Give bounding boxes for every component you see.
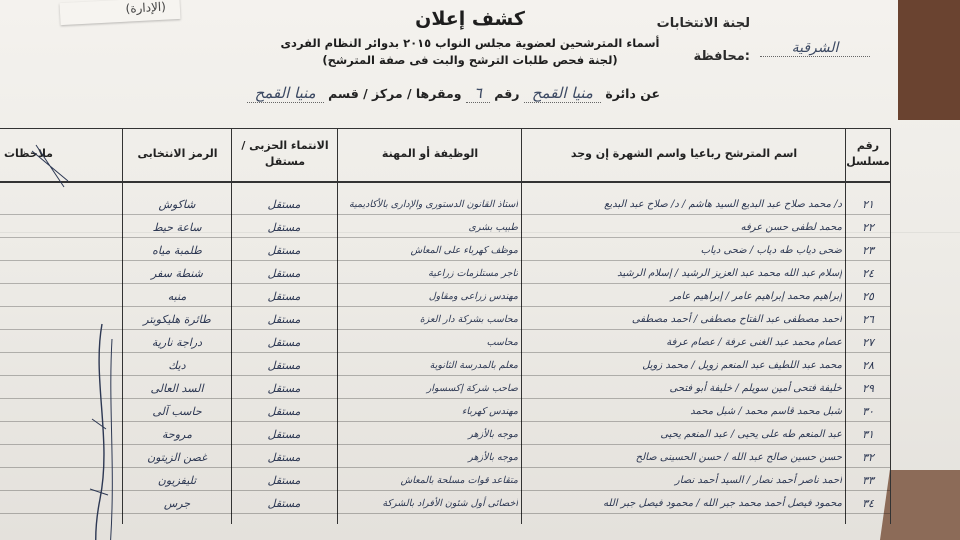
- cell-job: تاجر مستلزمات زراعية: [428, 268, 518, 279]
- cell-affiliation: مستقل: [267, 497, 301, 510]
- cell-serial: ٢٨: [862, 359, 874, 372]
- cell-serial: ٣٢: [862, 451, 874, 464]
- cell-serial: ٣٣: [862, 474, 874, 487]
- cell-symbol: طائرة هليكوبتر: [143, 313, 211, 326]
- cell-name: شبل محمد قاسم محمد / شبل محمد: [690, 406, 842, 417]
- cell-affiliation: مستقل: [267, 290, 301, 303]
- overlapping-paper-corner: [60, 0, 181, 25]
- background-surface-bottom: [880, 470, 960, 540]
- corner-text: (الإدارة): [125, 0, 167, 16]
- cell-serial: ٣١: [862, 428, 874, 441]
- cell-job: متقاعد قوات مسلحة بالمعاش: [400, 475, 518, 486]
- cell-serial: ٢٥: [862, 290, 874, 303]
- cell-name: أحمد مصطفى عبد الفتاح مصطفى / أحمد مصطفى: [631, 314, 842, 325]
- district-line: [247, 84, 660, 102]
- cell-symbol: حاسب آلى: [152, 405, 202, 418]
- cell-name: محمد لطفى حسن عرفه: [740, 222, 842, 233]
- cell-name: أحمد ناصر أحمد نصار / السيد أحمد نصار: [674, 475, 842, 486]
- table-row: [0, 196, 890, 215]
- page-subtitle: أسماء المترشحين لعضوية مجلس النواب ٢٠١٥ بدوائر النظام الفردى: [280, 36, 660, 50]
- committee-label: لجنة الانتخابات: [656, 16, 750, 31]
- cell-symbol: غصن الزيتون: [147, 451, 207, 464]
- cell-job: مهندس زراعى ومقاول: [428, 291, 518, 302]
- table-row: [0, 380, 890, 399]
- cell-serial: ٢٩: [862, 382, 874, 395]
- governorate-label: محافظة:: [693, 49, 750, 64]
- cell-serial: ٢٢: [862, 221, 874, 234]
- cell-job: طبيب بشرى: [468, 222, 518, 233]
- table-row: [0, 311, 890, 330]
- number-label: رقم: [494, 86, 520, 101]
- cell-serial: ٢٤: [862, 267, 874, 280]
- cell-job: موجه بالأزهر: [468, 452, 518, 463]
- cell-name: حسن حسين صالح عبد الله / حسن الحسينى صالح: [635, 452, 842, 463]
- number-value: ٦: [466, 84, 490, 103]
- table-row: [0, 265, 890, 284]
- cell-affiliation: مستقل: [267, 359, 301, 372]
- cell-affiliation: مستقل: [267, 405, 301, 418]
- cell-name: د/ محمد صلاح عبد البديع السيد هاشم / د/ صلاح عبد البديع: [604, 199, 842, 210]
- hq-value: منيا القمح: [247, 84, 324, 103]
- cell-serial: ٢٦: [862, 313, 874, 326]
- cell-affiliation: مستقل: [267, 198, 301, 211]
- header-symbol: الرمز الانتخابى: [137, 147, 218, 161]
- hq-label: ومقرها / مركز / قسم: [328, 86, 462, 101]
- cell-name: إبراهيم محمد إبراهيم عامر / إبراهيم عامر: [670, 291, 842, 302]
- table-row: [0, 449, 890, 468]
- cell-job: محاسب بشركة دار العزة: [419, 314, 518, 325]
- cell-job: أخصائى أول شئون الأفراد بالشركة: [382, 498, 518, 509]
- cell-serial: ٢١: [862, 198, 874, 211]
- cell-serial: ٣٤: [862, 497, 874, 510]
- cell-name: خليفة فتحى أمين سويلم / خليفة أبو فتحى: [669, 383, 842, 394]
- cell-name: إسلام عبد الله محمد عبد العزيز الرشيد / إسلام الرشيد: [617, 268, 842, 279]
- cell-name: محمد عبد اللطيف عبد المنعم زويل / محمد زويل: [642, 360, 842, 371]
- table-row: [0, 288, 890, 307]
- cell-affiliation: مستقل: [267, 428, 301, 441]
- cell-symbol: شنطة سفر: [151, 267, 203, 280]
- cell-serial: ٢٣: [862, 244, 874, 257]
- cell-job: موظف كهرباء على المعاش: [410, 245, 518, 256]
- cell-affiliation: مستقل: [267, 313, 301, 326]
- cell-serial: ٢٧: [862, 336, 874, 349]
- notes-header-scribble: [30, 141, 70, 191]
- table-row: [0, 219, 890, 238]
- page-note: (لجنة فحص طلبات الترشح والبت فى صفة المترشح): [322, 53, 618, 67]
- header-notes-label: ملاحظات: [4, 147, 53, 161]
- cell-affiliation: مستقل: [267, 221, 301, 234]
- table-row: [0, 357, 890, 376]
- table-row: [0, 472, 890, 491]
- cell-job: أستاذ القانون الدستورى والإدارى بالأكاديمية: [349, 199, 518, 210]
- handwritten-notes-mark: [82, 319, 122, 540]
- header-underline: [0, 181, 890, 183]
- header-job: الوظيفة أو المهنة: [381, 147, 479, 161]
- cell-name: محمود فيصل أحمد محمد جبر الله / محمود فيصل جبر الله: [603, 498, 842, 509]
- cell-name: عبد المنعم طه على يحيى / عبد المنعم يحيى: [660, 429, 842, 440]
- table-row: [0, 242, 890, 261]
- cell-symbol: طلمبة مياه: [152, 244, 202, 257]
- table-row: [0, 403, 890, 422]
- cell-serial: ٣٠: [862, 405, 874, 418]
- cell-job: مهندس كهرباء: [461, 406, 518, 417]
- candidates-table: [0, 128, 891, 524]
- cell-symbol: ديك: [168, 359, 186, 372]
- cell-name: عصام محمد عبد الغنى عرفة / عصام عرفة: [666, 337, 842, 348]
- cell-symbol: دراجة نارية: [151, 336, 203, 349]
- cell-symbol: منبه: [167, 290, 187, 303]
- cell-name: ضحى دياب طه دياب / ضحى دياب: [700, 245, 842, 256]
- paper-crease: [0, 232, 960, 233]
- committee-header: [657, 16, 750, 64]
- cell-symbol: ساعة حيط: [152, 221, 202, 234]
- cell-job: صاحب شركة إكسسوار: [426, 383, 518, 394]
- district-value: منيا القمح: [524, 84, 601, 103]
- cell-affiliation: مستقل: [267, 267, 301, 280]
- header-name: اسم المترشح رباعيا واسم الشهرة إن وجد: [570, 147, 798, 161]
- table-row: [0, 495, 890, 514]
- cell-affiliation: مستقل: [267, 451, 301, 464]
- header-serial: رقم مسلسل: [846, 139, 890, 168]
- table-row: [0, 334, 890, 353]
- cell-job: معلم بالمدرسة الثانوية: [429, 360, 518, 371]
- governorate-value: الشرقية: [760, 40, 870, 57]
- header-affiliation: الانتماء الحزبى / مستقل: [241, 139, 329, 168]
- cell-symbol: السد العالى: [150, 382, 204, 395]
- cell-affiliation: مستقل: [267, 336, 301, 349]
- cell-job: محاسب: [486, 337, 518, 348]
- cell-affiliation: مستقل: [267, 382, 301, 395]
- cell-affiliation: مستقل: [267, 474, 301, 487]
- page-title: كشف إعلان: [415, 8, 525, 30]
- cell-symbol: شاكوش: [158, 198, 196, 211]
- cell-job: موجه بالأزهر: [468, 429, 518, 440]
- table-row: [0, 426, 890, 445]
- background-surface: [898, 0, 960, 120]
- district-prefix: عن دائرة: [605, 86, 660, 101]
- cell-symbol: مروحة: [162, 428, 192, 441]
- cell-affiliation: مستقل: [267, 244, 301, 257]
- cell-symbol: تليفزيون: [157, 474, 197, 487]
- cell-symbol: جرس: [163, 497, 191, 510]
